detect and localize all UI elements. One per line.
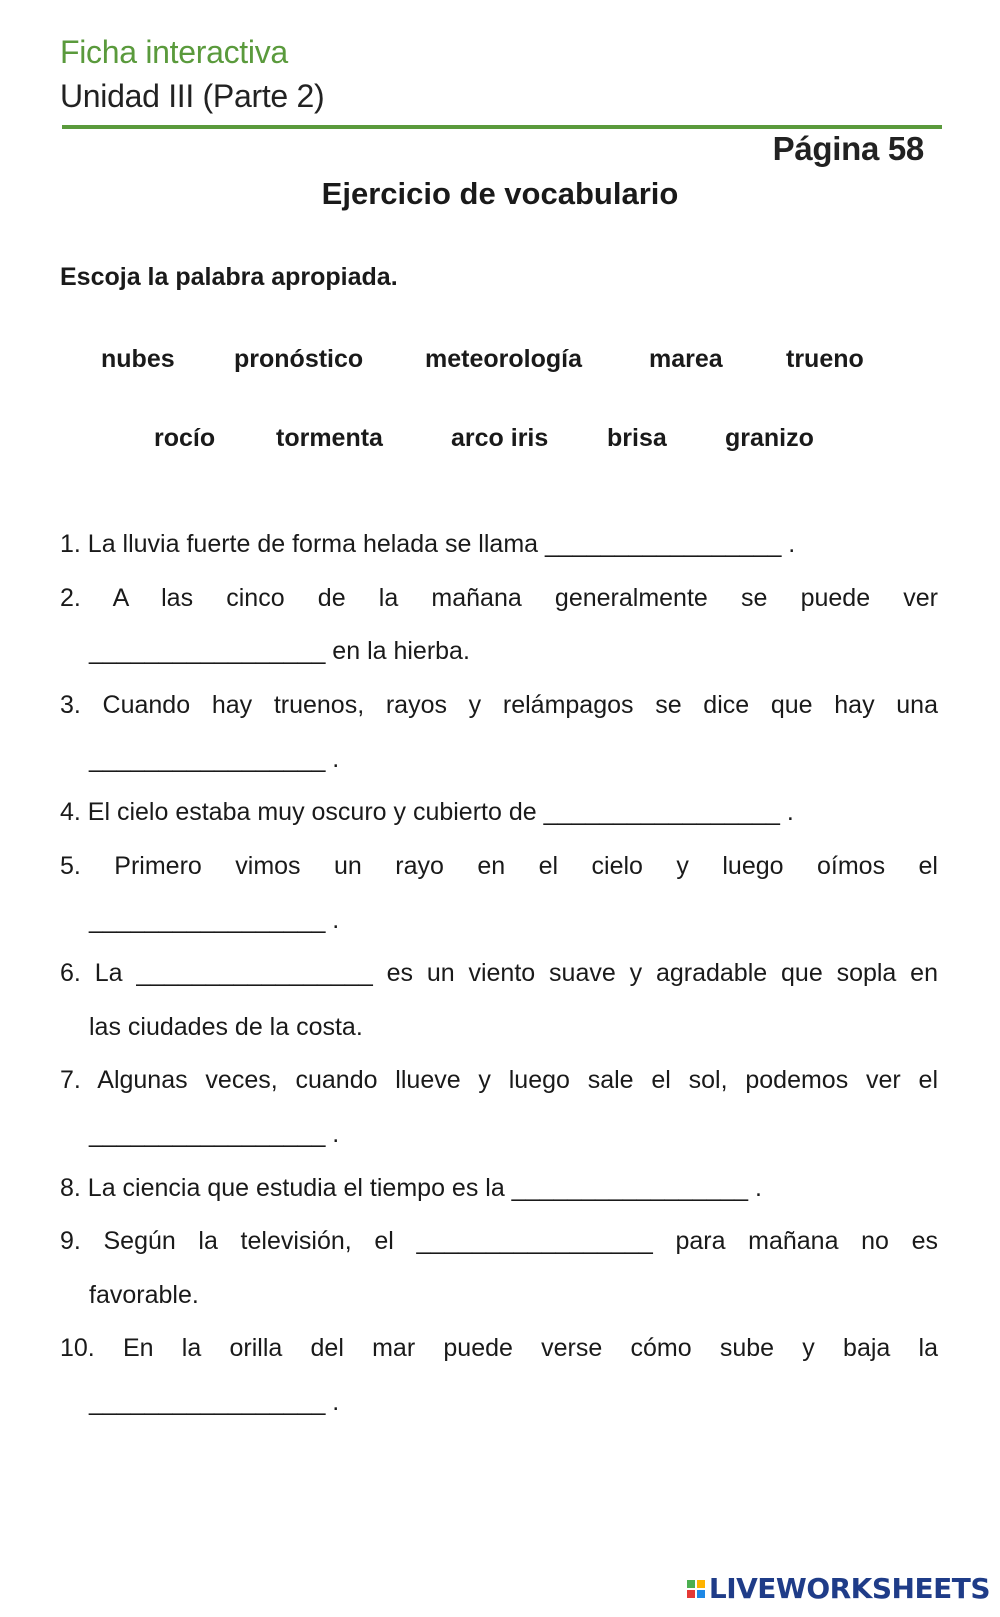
word-bank-item: trueno xyxy=(786,345,864,373)
question-10-continued: _________________ . xyxy=(89,1388,340,1416)
question-10: 10. En la orilla del mar puede verse cómo sube y baja la xyxy=(60,1334,938,1362)
word-bank-item: nubes xyxy=(101,345,175,373)
question-3-continued: _________________ . xyxy=(89,745,340,773)
word-bank-item: rocío xyxy=(154,424,216,452)
question-5-continued: _________________ . xyxy=(89,906,340,934)
liveworksheets-icon xyxy=(687,1580,705,1598)
question-3: 3. Cuando hay truenos, rayos y relámpagos se dice que hay una xyxy=(60,691,938,719)
unit-title: Unidad III (Parte 2) xyxy=(60,78,325,114)
exercise-title: Ejercicio de vocabulario xyxy=(321,176,679,211)
word-bank-item: granizo xyxy=(725,424,814,452)
exercise-instructions: Escoja la palabra apropiada. xyxy=(60,263,398,291)
question-6: 6. La _________________ es un viento suave y agradable que sopla en xyxy=(60,959,938,987)
word-bank-item: marea xyxy=(649,345,723,373)
page-number: Página 58 xyxy=(772,130,924,167)
word-bank-item: pronóstico xyxy=(234,345,364,373)
logo-text: LIVEWORKSHEETS xyxy=(708,1572,990,1605)
word-bank-item: tormenta xyxy=(276,424,383,452)
word-bank-item: brisa xyxy=(607,424,667,452)
question-9: 9. Según la televisión, el _________________ para mañana no es xyxy=(60,1227,938,1255)
question-4: 4. El cielo estaba muy oscuro y cubierto de _________________ . xyxy=(60,798,794,826)
liveworksheets-logo xyxy=(687,1572,990,1605)
question-1: 1. La lluvia fuerte de forma helada se llama _________________ . xyxy=(60,530,796,558)
question-2-continued: _________________ en la hierba. xyxy=(89,637,470,665)
word-bank-item: meteorología xyxy=(425,345,582,373)
question-9-continued: favorable. xyxy=(89,1281,199,1309)
question-7: 7. Algunas veces, cuando llueve y luego sale el sol, podemos ver el xyxy=(60,1066,938,1094)
header-divider xyxy=(62,125,942,129)
question-5: 5. Primero vimos un rayo en el cielo y luego oímos el xyxy=(60,852,938,880)
worksheet-kicker: Ficha interactiva xyxy=(60,34,288,70)
question-7-continued: _________________ . xyxy=(89,1120,340,1148)
question-2: 2. A las cinco de la mañana generalmente se puede ver xyxy=(60,584,938,612)
word-bank-item: arco iris xyxy=(451,424,549,452)
question-8: 8. La ciencia que estudia el tiempo es la _________________ . xyxy=(60,1174,762,1202)
question-6-continued: las ciudades de la costa. xyxy=(89,1013,363,1041)
